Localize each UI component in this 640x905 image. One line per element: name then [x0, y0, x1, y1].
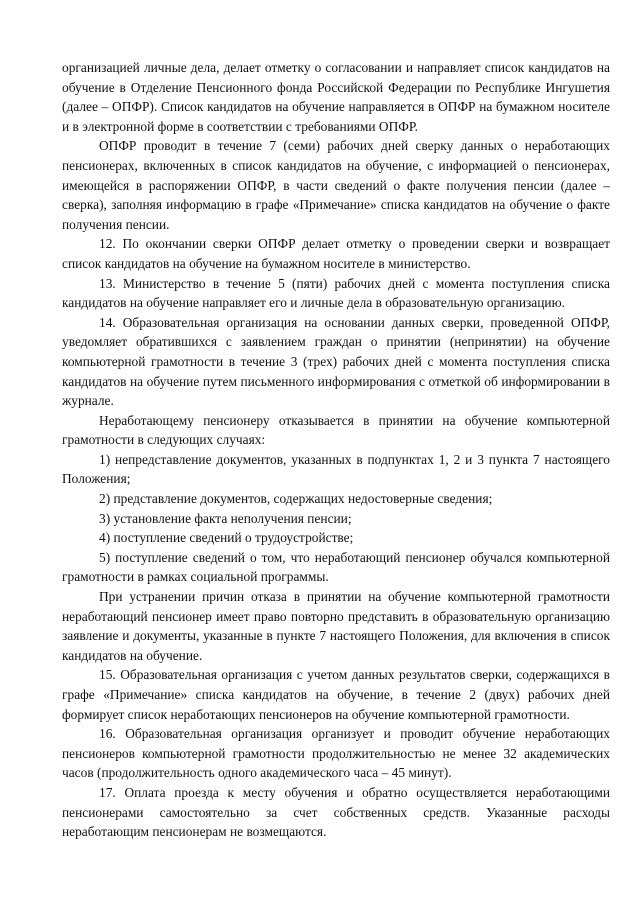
- list-item: 4) поступление сведений о трудоустройстве;: [99, 530, 354, 546]
- list-item: 1) непредставление документов, указанных в подпунктах 1, 2 и 3 пункта 7 настоящего Положения;: [62, 451, 610, 487]
- paragraph-item-17: 17. Оплата проезда к месту обучения и обратно осуществляется неработающими пенсионерами самостоятельно за счет собственных средств. Указанные расходы неработающим пенсионерам не возмещаются.: [62, 784, 610, 840]
- list-item: 2) представление документов, содержащих недостоверные сведения;: [99, 491, 493, 507]
- paragraph-item-14: 14. Образовательная организация на основании данных сверки, проведенной ОПФР, уведомляет обратившихся с заявлением граждан о принятии (непринятии) на обучение компьютерной грамотности в течение 3 (трех) рабочих дней с момента поступления списка кандидатов на обучение путем письменного информирования с отметкой об информировании в журнале.: [62, 314, 610, 409]
- list-item: 3) установление факта неполучения пенсии;: [99, 510, 352, 526]
- paragraph-item-16: 16. Образовательная организация организует и проводит обучение неработающих пенсионеров компьютерной грамотности продолжительностью не менее 32 академических часов (продолжительность одного академического часа – 45 минут).: [62, 726, 610, 781]
- paragraph-item-13: 13. Министерство в течение 5 (пяти) рабочих дней с момента поступления списка кандидатов на обучение направляет его и личные дела в образовательную организацию.: [62, 275, 610, 311]
- list-item: 5) поступление сведений о том, что неработающий пенсионер обучался компьютерной грамотности в рамках социальной программы.: [62, 549, 610, 585]
- paragraph: ОПФР проводит в течение 7 (семи) рабочих дней сверку данных о неработающих пенсионерах, включенных в список кандидатов на обучение, с информацией о пенсионерах, имеющейся в распоряжении ОПФР, в части сведений о факте получения пенсии (далее – сверка), заполняя информацию в графе «Примечание» списка кандидатов на обучение о факте получения пенсии.: [62, 138, 610, 232]
- paragraph: Неработающему пенсионеру отказывается в принятии на обучение компьютерной грамотности в следующих случаях:: [62, 412, 610, 448]
- paragraph: организацией личные дела, делает отметку о согласовании и направляет список кандидатов на обучение в Отделение Пенсионного фонда Российской Федерации по Республике Ингушетия (далее – ОПФР). Список кандидатов на обучение направляется в ОПФР на бумажном носителе и в электронной форме в соответствии с требованиями ОПФР.: [62, 60, 610, 134]
- paragraph-item-15: 15. Образовательная организация с учетом данных результатов сверки, содержащихся в графе «Примечание» списка кандидатов на обучение, в течение 2 (двух) рабочих дней формирует список неработающих пенсионеров на обучение компьютерной грамотности.: [62, 667, 610, 722]
- paragraph: При устранении причин отказа в принятии на обучение компьютерной грамотности неработающий пенсионер имеет право повторно представить в образовательную организацию заявление и документы, указанные в пункте 7 настоящего Положения, для включения в список кандидатов на обучение.: [62, 589, 610, 663]
- paragraph-item-12: 12. По окончании сверки ОПФР делает отметку о проведении сверки и возвращает список кандидатов на обучение на бумажном носителе в министерство.: [62, 236, 610, 271]
